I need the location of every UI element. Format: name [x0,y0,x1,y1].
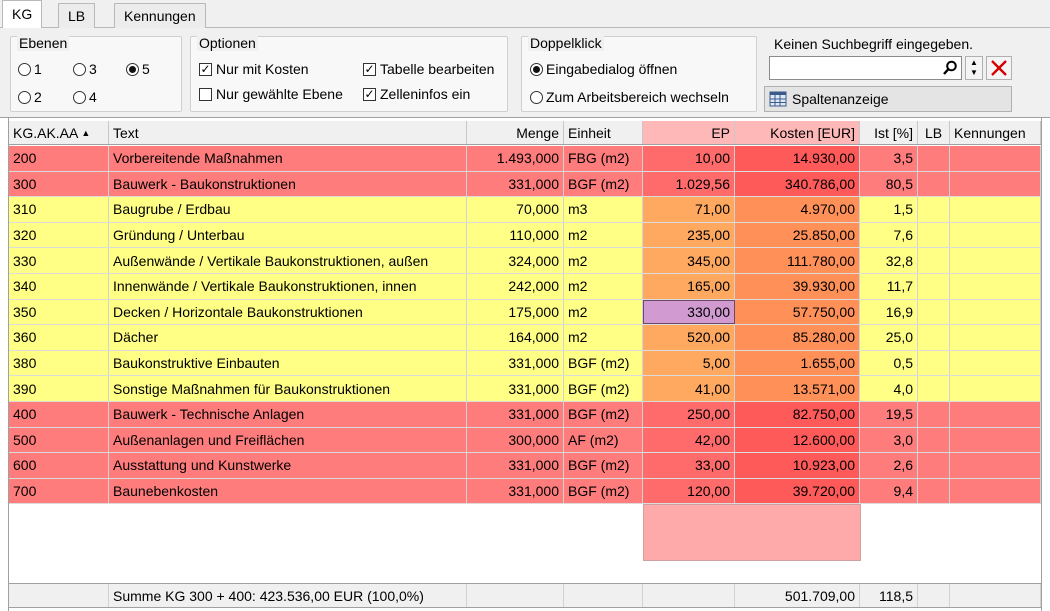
cell-lb[interactable] [918,172,950,197]
cell-ist[interactable]: 9,4 [860,479,918,504]
cell-kennungen[interactable] [950,428,1041,453]
cell-menge[interactable]: 331,000 [467,376,564,401]
col-header-kosten[interactable]: Kosten [EUR] [735,121,860,144]
cell-kosten[interactable]: 4.970,00 [735,197,860,222]
cell-ist[interactable]: 7,6 [860,223,918,248]
eingabedialog-radio[interactable]: Eingabedialog öffnen [530,61,677,77]
cell-lb[interactable] [918,146,950,171]
cell-kosten[interactable]: 10.923,00 [735,453,860,478]
cell-ist[interactable]: 16,9 [860,300,918,325]
cell-ist[interactable]: 1,5 [860,197,918,222]
cell-kennungen[interactable] [950,197,1041,222]
cell-kg[interactable]: 200 [9,146,109,171]
table-row[interactable] [9,479,1041,505]
cell-lb[interactable] [918,351,950,376]
cell-ep[interactable]: 235,00 [643,223,735,248]
cell-kg[interactable]: 340 [9,274,109,299]
cell-ep[interactable]: 250,00 [643,402,735,427]
table-row[interactable] [9,376,1041,402]
cell-kosten[interactable]: 39.720,00 [735,479,860,504]
doppelklick-title: Doppelklick [530,35,602,51]
cell-kennungen[interactable] [950,146,1041,171]
cell-einheit[interactable]: m3 [564,197,643,222]
cell-lb[interactable] [918,376,950,401]
cell-ep[interactable]: 345,00 [643,248,735,273]
cell-einheit[interactable]: BGF (m2) [564,479,643,504]
cell-text[interactable]: Außenanlagen und Freiflächen [109,428,467,453]
cell-kg[interactable]: 400 [9,402,109,427]
table-row[interactable] [9,223,1041,249]
cell-kennungen[interactable] [950,402,1041,427]
cell-ist[interactable]: 32,8 [860,248,918,273]
cell-text[interactable]: Außenwände / Vertikale Baukonstruktionen, außen [109,248,467,273]
cell-ist[interactable]: 80,5 [860,172,918,197]
col-header-ep[interactable]: EP [643,121,735,144]
cell-kosten[interactable]: 111.780,00 [735,248,860,273]
cell-einheit[interactable]: BGF (m2) [564,453,643,478]
cell-kg[interactable]: 300 [9,172,109,197]
zelleninfos-ein-checkbox[interactable]: ✓ Zelleninfos ein [364,86,471,102]
tab-kennungen[interactable]: Kennungen [114,3,206,28]
table-header [9,121,1041,145]
col-header-menge[interactable]: Menge [467,121,564,144]
cell-menge[interactable]: 110,000 [467,223,564,248]
cell-text[interactable]: Baukonstruktive Einbauten [109,351,467,376]
cell-kennungen[interactable] [950,300,1041,325]
table-row[interactable] [9,351,1041,377]
cell-kosten[interactable]: 12.600,00 [735,428,860,453]
table-row[interactable] [9,274,1041,300]
cell-kennungen[interactable] [950,172,1041,197]
footer-kosten: 501.709,00 [735,584,860,607]
cell-kennungen[interactable] [950,274,1041,299]
cell-menge[interactable]: 175,000 [467,300,564,325]
cell-menge[interactable]: 70,000 [467,197,564,222]
cell-text[interactable]: Sonstige Maßnahmen für Baukonstruktionen [109,376,467,401]
cell-ep[interactable]: 5,00 [643,351,735,376]
kg-table [8,118,1042,611]
ebenen-title: Ebenen [19,35,68,51]
cell-kosten[interactable]: 82.750,00 [735,402,860,427]
cell-kennungen[interactable] [950,325,1041,350]
cell-einheit[interactable]: BGF (m2) [564,351,643,376]
ebenen-radio-4[interactable]: 4 [73,89,97,105]
cell-lb[interactable] [918,223,950,248]
cell-einheit[interactable]: m2 [564,223,643,248]
cell-kosten[interactable]: 1.655,00 [735,351,860,376]
cell-ist[interactable]: 2,6 [860,453,918,478]
footer-cell-ep [643,584,735,607]
cell-kg[interactable]: 500 [9,428,109,453]
cell-ep[interactable]: 1.029,56 [643,172,735,197]
tab-bar [0,0,1050,28]
cell-text[interactable]: Baugrube / Erdbau [109,197,467,222]
tabelle-bearbeiten-checkbox[interactable]: ✓ Tabelle bearbeiten [364,61,495,77]
cell-menge[interactable]: 331,000 [467,453,564,478]
optionen-title: Optionen [199,35,256,51]
table-row[interactable] [9,172,1041,198]
footer-cell-kennungen [950,584,1041,607]
cell-menge[interactable]: 324,000 [467,248,564,273]
options-panel [0,28,1050,118]
cell-ep[interactable]: 33,00 [643,453,735,478]
ep-column-fill [643,504,861,561]
cell-kennungen[interactable] [950,453,1041,478]
cell-lb[interactable] [918,428,950,453]
cell-kosten[interactable]: 57.750,00 [735,300,860,325]
cell-ep[interactable]: 520,00 [643,325,735,350]
doppelklick-group [521,36,757,112]
ebenen-radio-5[interactable]: 5 [126,61,150,77]
cell-lb[interactable] [918,197,950,222]
cell-kosten[interactable]: 25.850,00 [735,223,860,248]
cell-menge[interactable]: 331,000 [467,479,564,504]
col-header-kennungen[interactable]: Kennungen [950,121,1041,144]
cell-einheit[interactable]: AF (m2) [564,428,643,453]
arrow-down-icon[interactable]: ▼ [970,68,978,77]
cell-einheit[interactable]: m2 [564,300,643,325]
sort-ascending-icon: ▲ [81,127,91,138]
cell-einheit[interactable]: m2 [564,248,643,273]
table-row[interactable] [9,146,1041,172]
cell-ep[interactable]: 71,00 [643,197,735,222]
cell-ep[interactable]: 330,00 [643,300,735,325]
arbeitsbereich-radio[interactable]: Zum Arbeitsbereich wechseln [530,89,729,105]
ebenen-radio-1[interactable]: 1 [18,61,42,77]
search-stepper[interactable] [965,56,983,80]
table-row[interactable] [9,453,1041,479]
cell-text[interactable]: Vorbereitende Maßnahmen [109,146,467,171]
table-row[interactable] [9,248,1041,274]
cell-text[interactable]: Bauwerk - Technische Anlagen [109,402,467,427]
cell-lb[interactable] [918,274,950,299]
cell-ep[interactable]: 120,00 [643,479,735,504]
col-header-einheit[interactable]: Einheit [564,121,643,144]
cell-kg[interactable]: 330 [9,248,109,273]
cell-kennungen[interactable] [950,248,1041,273]
cell-menge[interactable]: 164,000 [467,325,564,350]
cell-kg[interactable]: 600 [9,453,109,478]
cell-kennungen[interactable] [950,351,1041,376]
cell-menge[interactable]: 300,000 [467,428,564,453]
optionen-group [190,36,508,112]
footer-cell-kg [9,584,109,607]
cell-ep[interactable]: 42,00 [643,428,735,453]
table-footer [9,583,1041,608]
cell-ist[interactable]: 25,0 [860,325,918,350]
clear-search-button[interactable] [986,56,1012,80]
cell-text[interactable]: Ausstattung und Kunstwerke [109,453,467,478]
cell-text[interactable]: Baunebenkosten [109,479,467,504]
table-row[interactable] [9,300,1041,326]
search-icon[interactable] [942,60,958,76]
col-header-ist[interactable]: Ist [%] [860,121,918,144]
cell-ist[interactable]: 3,5 [860,146,918,171]
col-header-kg[interactable]: KG.AK.AA ▲ [9,121,109,144]
nur-mit-kosten-checkbox[interactable]: ✓ Nur mit Kosten [200,61,309,77]
cell-lb[interactable] [918,300,950,325]
nur-gewaehlte-ebene-checkbox[interactable]: Nur gewählte Ebene [199,86,343,102]
cell-ep[interactable]: 165,00 [643,274,735,299]
table-row[interactable] [9,325,1041,351]
cell-menge[interactable]: 331,000 [467,402,564,427]
cell-lb[interactable] [918,453,950,478]
cell-kosten[interactable]: 14.930,00 [735,146,860,171]
cell-ist[interactable]: 3,0 [860,428,918,453]
cell-kg[interactable]: 350 [9,300,109,325]
search-input[interactable] [769,56,962,80]
cell-einheit[interactable]: m2 [564,325,643,350]
cell-kg[interactable]: 700 [9,479,109,504]
cell-ist[interactable]: 4,0 [860,376,918,401]
cell-menge[interactable]: 1.493,000 [467,146,564,171]
tab-lb[interactable]: LB [58,3,95,28]
cell-kg[interactable]: 320 [9,223,109,248]
cell-kosten[interactable]: 340.786,00 [735,172,860,197]
cell-ep[interactable]: 10,00 [643,146,735,171]
cell-kg[interactable]: 310 [9,197,109,222]
cell-text[interactable]: Bauwerk - Baukonstruktionen [109,172,467,197]
search-group [764,36,1014,112]
cell-kg[interactable]: 390 [9,376,109,401]
footer-cell-einheit [564,584,643,607]
ebenen-radio-3[interactable]: 3 [73,61,97,77]
table-row[interactable] [9,428,1041,454]
table-row[interactable] [9,402,1041,428]
footer-cell-lb [918,584,950,607]
cell-kosten[interactable]: 85.280,00 [735,325,860,350]
cell-ist[interactable]: 0,5 [860,351,918,376]
cell-kennungen[interactable] [950,376,1041,401]
col-header-text[interactable]: Text [109,121,467,144]
cell-einheit[interactable]: BGF (m2) [564,376,643,401]
cell-lb[interactable] [918,402,950,427]
arrow-up-icon[interactable]: ▲ [970,58,978,67]
col-header-lb[interactable]: LB [918,121,950,144]
cell-text[interactable]: Decken / Horizontale Baukonstruktionen [109,300,467,325]
cell-einheit[interactable]: BGF (m2) [564,172,643,197]
cell-einheit[interactable]: m2 [564,274,643,299]
search-status: Keinen Suchbegriff eingegeben. [774,36,974,52]
tab-kg[interactable]: KG [2,0,42,29]
ebenen-group [10,36,182,112]
cell-kg[interactable]: 360 [9,325,109,350]
ebenen-radio-2[interactable]: 2 [18,89,42,105]
cell-ist[interactable]: 19,5 [860,402,918,427]
cell-menge[interactable]: 242,000 [467,274,564,299]
cell-text[interactable]: Dächer [109,325,467,350]
footer-summary: Summe KG 300 + 400: 423.536,00 EUR (100,0%) [109,584,467,607]
footer-cell-menge [467,584,564,607]
cell-lb[interactable] [918,248,950,273]
cell-einheit[interactable]: BGF (m2) [564,402,643,427]
cell-lb[interactable] [918,479,950,504]
cell-kosten[interactable]: 13.571,00 [735,376,860,401]
cell-einheit[interactable]: FBG (m2) [564,146,643,171]
cell-menge[interactable]: 331,000 [467,351,564,376]
cell-ep[interactable]: 41,00 [643,376,735,401]
cell-text[interactable]: Gründung / Unterbau [109,223,467,248]
footer-ist: 118,5 [860,584,918,607]
cell-kennungen[interactable] [950,479,1041,504]
table-row[interactable] [9,197,1041,223]
cell-text[interactable]: Innenwände / Vertikale Baukonstruktionen, innen [109,274,467,299]
cell-lb[interactable] [918,325,950,350]
cell-kg[interactable]: 380 [9,351,109,376]
cell-kosten[interactable]: 39.930,00 [735,274,860,299]
cell-kennungen[interactable] [950,223,1041,248]
columns-icon [769,91,787,107]
cell-menge[interactable]: 331,000 [467,172,564,197]
close-icon [990,59,1008,77]
spaltenanzeige-button[interactable]: Spaltenanzeige [764,86,1012,112]
cell-ist[interactable]: 11,7 [860,274,918,299]
